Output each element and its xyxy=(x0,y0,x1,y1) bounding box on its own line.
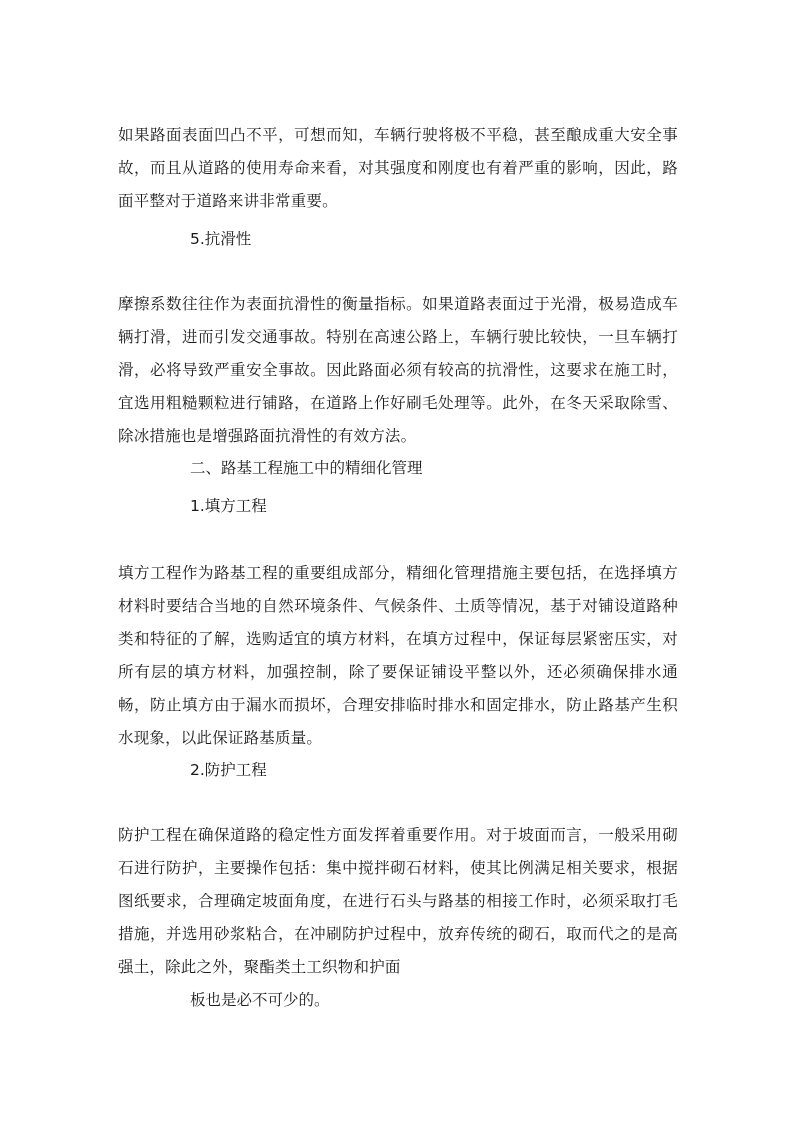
paragraph-fill-works: 填方工程作为路基工程的重要组成部分，精细化管理措施主要包括，在选择填方材料时要结合当地的自然环境条件、气候条件、土质等情况，基于对铺设道路种类和特征的了解，选购适宜的填方材料，在填方过程中，保证每层紧密压实，对所有层的填方材料，加强控制，除了要保证铺设平整以外，还必须确保排水通畅，防止填方由于漏水而损坏，合理安排临时排水和固定排水，防止路基产生积水现象，以此保证路基质量。 xyxy=(118,564,678,747)
paragraph-road-flatness: 如果路面表面凹凸不平，可想而知，车辆行驶将极不平稳，甚至酿成重大安全事故，而且从道路的使用寿命来看，对其强度和刚度也有着严重的影响，因此，路面平整对于道路来讲非常重要。 xyxy=(118,126,678,210)
paragraph-continuation: 板也是必不可少的。 xyxy=(190,991,330,1009)
heading-skid-resistance: 5.抗滑性 xyxy=(190,230,252,248)
heading-protection-works: 2.防护工程 xyxy=(190,761,267,779)
heading-section-two: 二、路基工程施工中的精细化管理 xyxy=(190,459,423,477)
heading-fill-works: 1.填方工程 xyxy=(190,497,267,515)
paragraph-protection-works: 防护工程在确保道路的稳定性方面发挥着重要作用。对于坡面而言，一般采用砌石进行防护，主要操作包括：集中搅拌砌石材料，使其比例满足相关要求，根据图纸要求，合理确定坡面角度，在进行石头与路基的相接工作时，必须采取打毛措施，并选用砂浆粘合，在冲刷防护过程中，放弃传统的砌石，取而代之的是高强土，除此之外，聚酯类土工织物和护面 xyxy=(118,826,678,976)
paragraph-skid-resistance: 摩擦系数往往作为表面抗滑性的衡量指标。如果道路表面过于光滑，极易造成车辆打滑，进而引发交通事故。特别在高速公路上，车辆行驶比较快，一旦车辆打滑，必将导致严重安全事故。因此路面必须有较高的抗滑性，这要求在施工时，宜选用粗糙颗粒进行铺路，在道路上作好刷毛处理等。此外，在冬天采取除雪、除冰措施也是增强路面抗滑性的有效方法。 xyxy=(118,295,678,445)
